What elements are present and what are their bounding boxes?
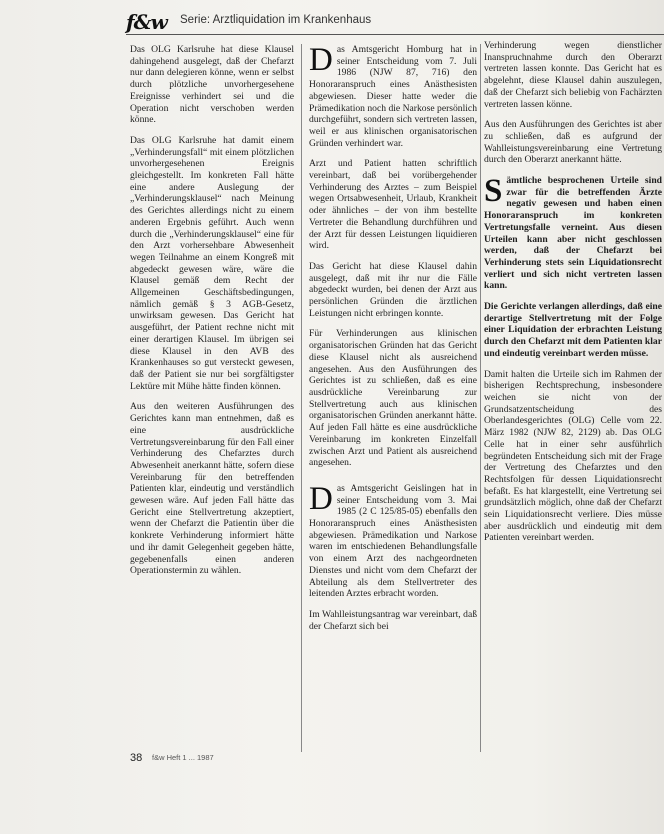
paragraph-with-dropcap (309, 44, 477, 149)
drop-cap: D (309, 480, 333, 517)
paragraph: Arzt und Patient hatten schriftlich vereinbart, daß bei vorübergehender Verhinderung des Arztes – zum Beispiel wegen Ortsabwesenheit, Urlaub, Krankheit oder ähnliches – der von ihm bestellte Vertreter die Behandlung durchführen und der Arzt für dessen Leistungen liquidieren wird. (309, 158, 477, 252)
paragraph: Das Gericht hat diese Klausel dahin ausgelegt, daß mit ihr nur die Fälle abgedeckt wurden, bei denen der Arzt aus persönlichen Gründen die ärztlichen Leistungen nicht erbringen konnte. (309, 260, 477, 319)
paragraph: Aus den weiteren Ausführungen des Gerichtes kann man entnehmen, daß es eine ausdrückliche Vertretungsvereinbarung für den Fall einer Verhinderung des Chefarztes durch Abwesenheit anerkannt hätte, sofern diese Vereinbarung für den betreffenden Patienten klar, eindeutig und verständlich gewesen wäre. Auf jeden Fall hätte das Gericht eine Stellvertretung akzeptiert, wenn der Chefarzt die Patientin über die konkrete Verhinderung informiert hätte und ihr damit Gelegenheit gegeben hätte, gegebenenfalls einen anderen Operationstermin zu wählen. (130, 401, 294, 577)
paragraph-bold: Die Gerichte verlangen allerdings, daß eine derartige Stellvertretung mit der Folge einer Liquidation der erbrachten Leistung durch den Chefarzt mit dem Patienten klar und eindeutig vereinbart werden müsse. (484, 301, 662, 359)
footer-source: f&w Heft 1 ... 1987 (152, 753, 214, 762)
drop-cap: D (309, 42, 333, 78)
paragraph: Im Wahlleistungsantrag war vereinbart, daß der Chefarzt sich bei (309, 608, 477, 632)
drop-cap: S (484, 173, 503, 210)
paragraph-text: as Amtsgericht Homburg hat in seiner Entscheidung vom 7. Juli 1986 (NJW 87, 716) den Honoraranspruch eines Anästhesisten abgewiesen. Dieser hatte weder die Prämedikation noch die Narkose persönlich durchgeführt, sondern sich vertreten lassen, weil er aus klinischen organisatorischen Gründen verhindert war. (309, 44, 477, 149)
paragraph: Damit halten die Urteile sich im Rahmen der bisherigen Rechtsprechung, insbesondere weichen sie nicht von der Grundsatzentscheidung des Oberlandesgerichtes (OLG) Celle vom 22. März 1982 (NJW 82, 2129) ab. Das OLG Celle hat in einer sehr ausführlich begründeten Entscheidung sich mit der Frage der Vertretung des Chefarztes und den Rechtsfolgen für dessen Liquidationsrecht befaßt. Es hat klargestellt, eine Vertretung sei grundsätzlich möglich, ohne daß der Chefarzt sein Liquidationsrecht verliere. Dies müsse aber ausdrücklich und eindeutig mit dem Patienten vereinbart werden. (484, 368, 662, 544)
paragraph: Verhinderung wegen dienstlicher Inanspruchnahme durch den Oberarzt vertreten lassen konnte. Das Gericht hat es abgelehnt, diese Klausel dahin auszulegen, daß der Chefarzt sich beliebig von Fachärzten vertreten lassen könne. (484, 40, 662, 110)
paragraph-with-dropcap-bold (484, 175, 662, 292)
paragraph: Für Verhinderungen aus klinischen organisatorischen Gründen hat das Gericht diese Klausel nicht als ausreichend angesehen. Aus den Ausführungen des Gerichtes ist zu schließen, daß es eine ausdrückliche Vereinbarung zur Stellvertretung auch aus klinischen organisatorischen Gründen anerkannt hätte. Auf jeden Fall hätte es eine ausdrückliche Vereinbarung im konkreten Einzelfall zwischen Arzt und Patient als ausreichend angesehen. (309, 328, 477, 469)
paragraph: Das OLG Karlsruhe hat diese Klausel dahingehend ausgelegt, daß der Chefarzt nur dann delegieren könne, wenn er selbst durch plötzliche unvorhergesehene Ereignisse verhindert sei und die Operation nicht verschoben werden könne. (130, 44, 294, 126)
paragraph-text: as Amtsgericht Geislingen hat in seiner Entscheidung vom 3. Mai 1985 (2 C 125/85-05) ebenfalls den Honoraranspruch eines Anästhesisten abgewiesen. Prämedikation und Narkose waren im entschiedenen Behandlungsfalle von einem Arzt des nachgeordneten Dienstes und nicht vom dem Chefarzt der Abteilung als dem Stellvertreter des leitenden Arztes erbracht worden. (309, 482, 477, 600)
column-divider (480, 44, 481, 752)
paragraph-text: ämtliche besprochenen Urteile sind zwar für die betreffenden Ärzte negativ gewesen und haben einen Honoraranspruch im konkreten Vertretungsfalle verneint. Aus diesen Urteilen kann aber nicht geschlossen werden, daß der Chefarzt bei Verhinderung stets sein Liquidationsrecht verliert und sich nicht vertreten lassen kann. (484, 175, 662, 292)
column-divider (301, 44, 302, 752)
paragraph-with-dropcap (309, 480, 477, 600)
page-number: 38 (130, 752, 143, 764)
text-column-3 (484, 40, 662, 553)
paragraph: Das OLG Karlsruhe hat damit einem „Verhinderungsfall“ mit einem plötzlichen unvorhergesehenen Ereignis gleichgestellt. Im konkreten Fall hätte eine andere Auslegung der „Verhinderungsklausel“ nach Meinung des Gerichtes allerdings nicht zu einem anderen Ergebnis geführt. Auch wenn durch die „Verhinderungsklausel“ eine für den Arzt vorhersehbare Abwesenheit wegen Teilnahme an einem Kongreß mit abgedeckt gewesen wäre, wäre die Klausel gemäß dem Recht der Allgemeinen Geschäftsbedingungen, nämlich gemäß § 3 AGB-Gesetz, unwirksam gewesen. Das Gericht hat ausgeführt, der Patient rechne nicht mit einer derartigen Klausel. Im übrigen sei diese Klausel in den AVB des Krankenhauses so gut versteckt gewesen, daß der Patient sie nur bei sorgfältigster Lektüre mit Mühe hätte finden können. (130, 134, 294, 392)
text-column-1 (130, 44, 294, 586)
paragraph: Aus den Ausführungen des Gerichtes ist aber zu schließen, daß es aufgrund der Wahlleistungsvereinbarung eine Vertretung durch den Oberarzt anerkannt hätte. (484, 119, 662, 166)
page-footer (130, 752, 664, 766)
series-title: Serie: Arztliquidation im Krankenhaus (180, 14, 372, 26)
magazine-logo: f&w (126, 10, 167, 34)
page-header (126, 10, 664, 35)
text-column-2 (309, 44, 477, 641)
